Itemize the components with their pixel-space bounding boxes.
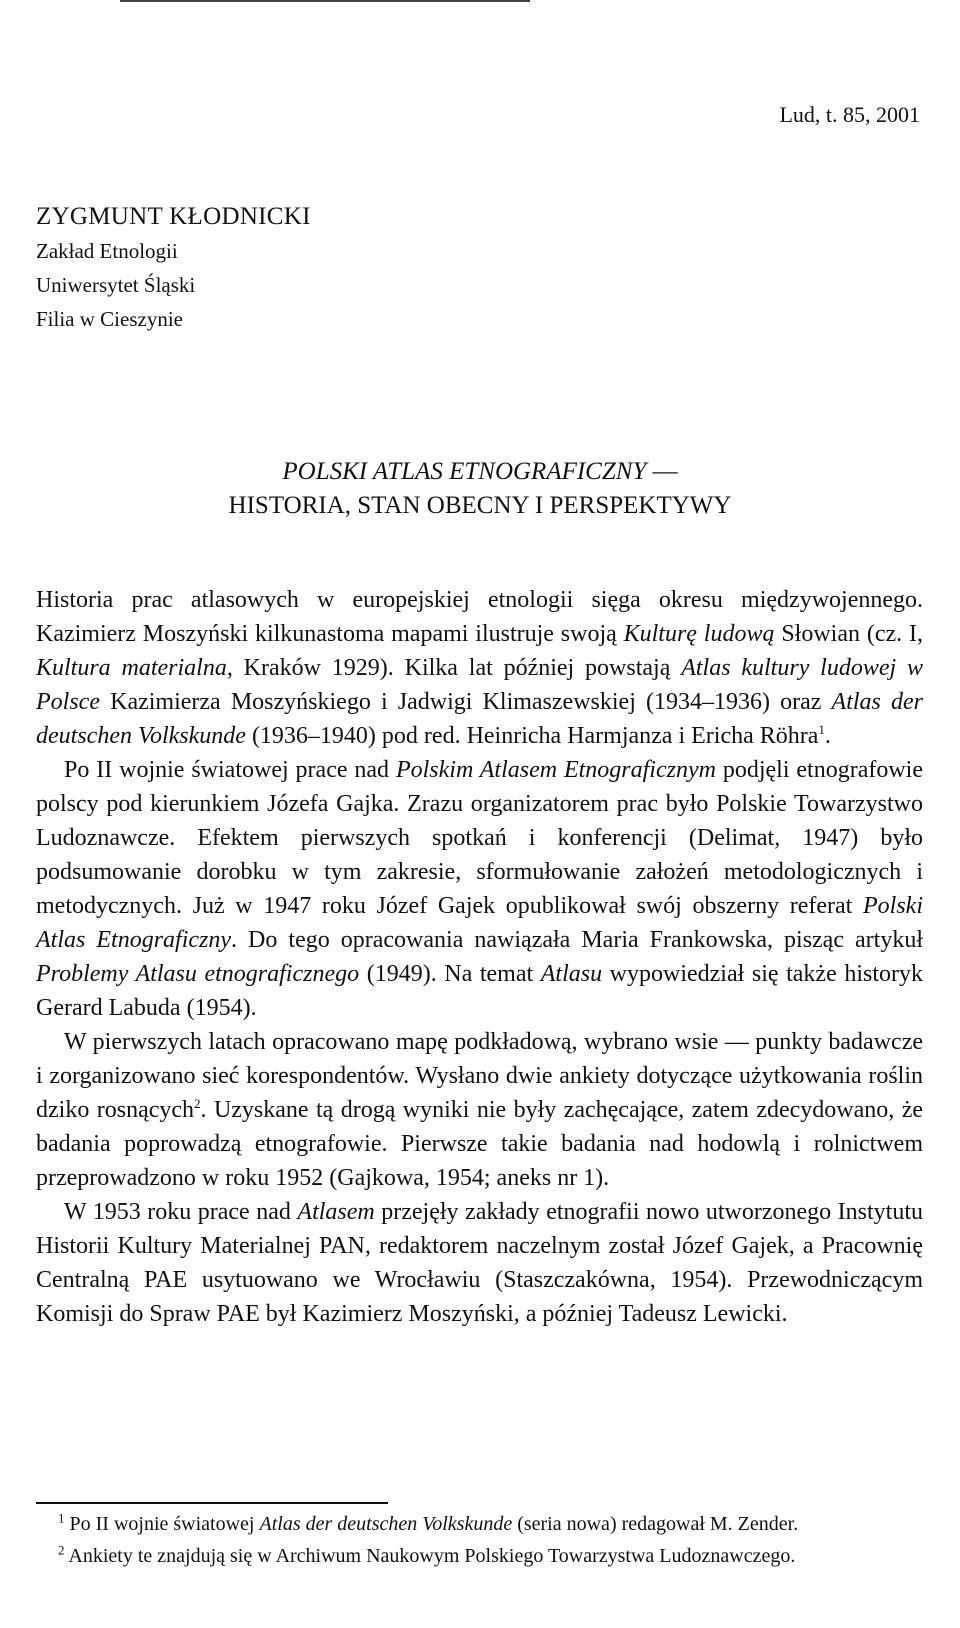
text-run: Po II wojnie światowej prace nad [64,757,396,783]
title-line-2: HISTORIA, STAN OBECNY I PERSPEKTYWY [228,492,732,519]
text-run: (seria nowa) redagował M. Zender. [512,1513,799,1535]
text-run: . Do tego opracowania nawiązała Maria Frankowska, pisząc artykuł [231,927,924,953]
italic-text: Atlasu [540,961,603,987]
affiliation-line: Filia w Cieszynie [36,307,183,331]
italic-text: Atlasem [297,1199,375,1225]
text-run: wypowiedział się także historyk Gerard Labuda (1954). [36,961,923,1021]
paragraph [36,753,923,1025]
article-title [0,455,960,523]
affiliation-line: Zakład Etnologii [36,239,178,263]
italic-text: Problemy Atlasu etnograficznego [36,961,360,987]
title-italic: POLSKI ATLAS ETNOGRAFICZNY [282,458,647,485]
text-run: . [824,723,831,749]
text-run: Słowian (cz. I, [774,621,923,647]
italic-text: Kulturę ludową [623,621,775,647]
footnote-marker: 1 [58,1510,65,1526]
title-dash: — [646,458,678,485]
text-run: W pierwszych latach opracowano mapę podkładową, wybrano wsie — punkty badawcze i zorganizowano sieć korespondentów. Wysłano dwie ankiety dotyczące użytkowania roślin dziko rosnących [36,1029,923,1123]
text-run: (1936–1940) pod red. Heinricha Harmjanza i Ericha Röhra [245,723,819,749]
text-run: przejęły zakłady etnografii nowo utworzonego Instytutu Historii Kultury Materialnej PAN, redaktorem naczelnym został Józef Gajek, a Pracownię Centralną PAE usytuowano we Wrocławiu (Staszczakówna, 1954). Przewodniczącym Komisji do Spraw PAE był Kazimierz Moszyński, a później Tadeusz Lewicki. [36,1199,924,1327]
text-run: . Uzyskane tą drogą wyniki nie były zachęcające, zatem zdecydowano, że badania poprowadzą etnografowie. Pierwsze takie badania nad hodowlą i rolnictwem przeprowadzono w roku 1952 (Gajkowa, 1954; aneks nr 1). [36,1097,924,1191]
paragraph [36,1025,923,1195]
paragraph [36,1195,923,1331]
text-run: Historia prac atlasowych w europejskiej etnologii sięga okresu międzywojennego. Kazimierz Moszyński kilkunastoma mapami ilustruje swoją [36,587,923,647]
article-body [36,583,923,1331]
text-run: , Kraków 1929). Kilka lat później powstają [226,655,682,681]
text-run: Po II wojnie światowej [64,1513,260,1535]
author-name: ZYGMUNT KŁODNICKI [36,203,311,230]
italic-text: Polskim Atlasem Etnograficznym [395,757,716,783]
italic-text: Atlas kultury ludowej w Polsce [36,655,924,715]
text-run: (1949). Na temat [359,961,541,987]
text-run: Kazimierza Moszyńskiego i Jadwigi Klimaszewskiej (1934–1936) oraz [99,689,832,715]
footnote-marker: 2 [58,1542,65,1558]
italic-text: Atlas der deutschen Volkskunde [36,689,924,749]
footnotes [36,1508,923,1572]
italic-text: Kultura materialna [36,655,227,681]
footnote-marker: 1 [818,722,825,737]
text-run: W 1953 roku prace nad [64,1199,298,1225]
paragraph [36,583,923,753]
affiliation-line: Uniwersytet Śląski [36,273,196,297]
italic-text: Polski Atlas Etnograficzny [36,893,923,953]
text-run: Ankiety te znajdują się w Archiwum Naukowym Polskiego Towarzystwa Ludoznawczego. [64,1545,796,1567]
footnote [36,1540,923,1572]
journal-reference: Lud, t. 85, 2001 [779,102,920,127]
text-run: podjęli etnografowie polscy pod kierunkiem Józefa Gajka. Zrazu organizatorem prac było Polskie Towarzystwo Ludoznawcze. Efektem pierwszych spotkań i konferencji (Delimat, 1947) było podsumowanie dorobku w tym zakresie, sformułowanie założeń metodologicznych i metodycznych. Już w 1947 roku Józef Gajek opublikował swój obszerny referat [36,757,923,919]
author-block [36,200,311,336]
footnote [36,1508,923,1540]
footnote-rule [36,1502,388,1504]
footnote-marker: 2 [194,1096,201,1111]
top-rule [120,0,530,2]
italic-text: Atlas der deutschen Volkskunde [259,1513,513,1535]
title-line-1 [0,455,960,489]
